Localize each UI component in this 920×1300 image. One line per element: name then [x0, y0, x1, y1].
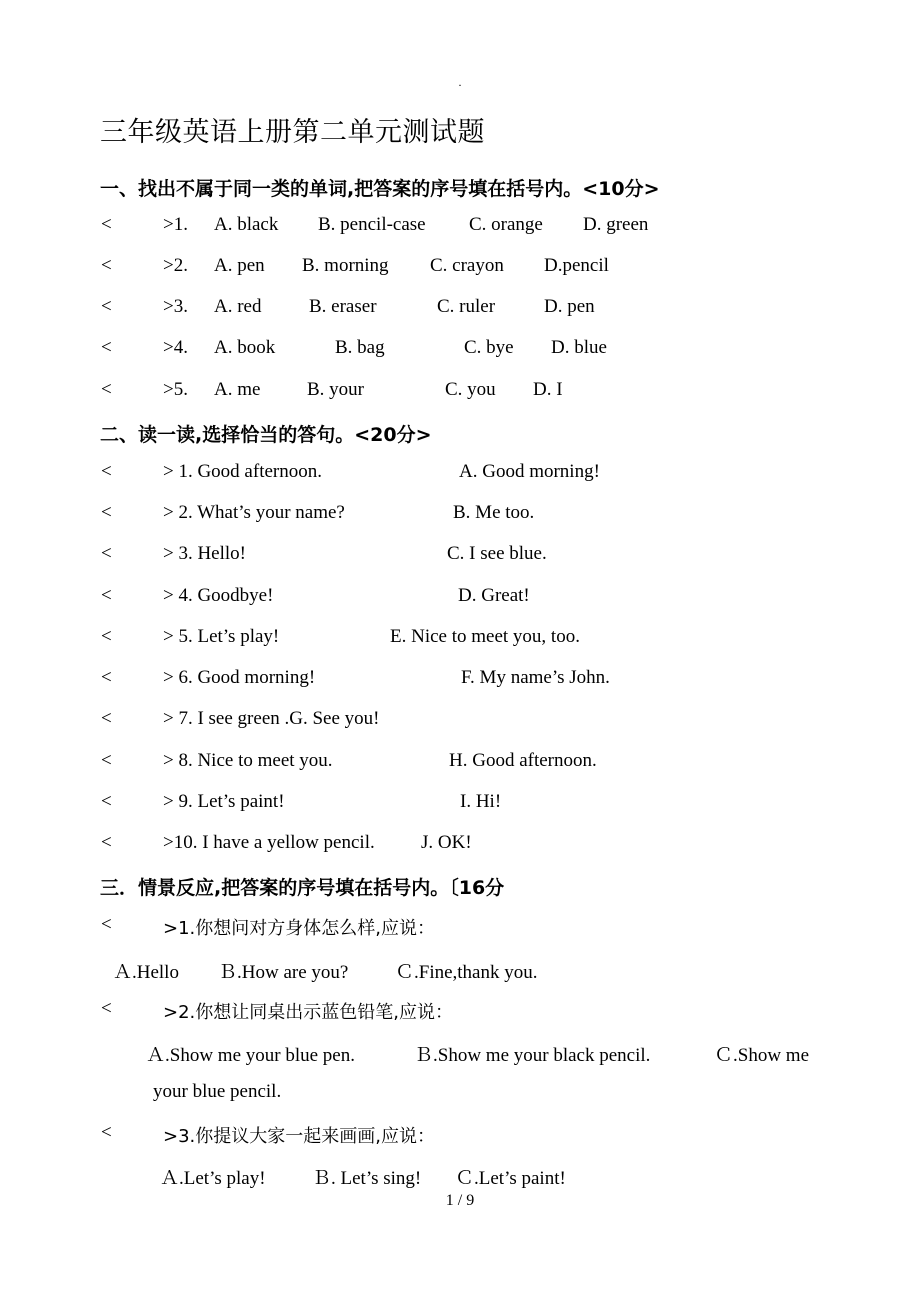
- s1-item-1: [0, 214, 920, 244]
- answer-bracket: <: [101, 1122, 112, 1143]
- answer-bracket: <: [101, 461, 112, 482]
- answer-bracket: <: [101, 667, 112, 688]
- page-title: 三年级英语上册第二单元测试题: [100, 117, 485, 148]
- question-text: > 6. Good morning!: [163, 667, 316, 688]
- s2-item-4: [0, 585, 920, 615]
- answer-option: E. Nice to meet you, too.: [390, 626, 580, 647]
- item-number: >4.: [163, 337, 188, 358]
- question-text: >2.你想让同桌出示蓝色铅笔,应说：: [163, 1002, 453, 1023]
- option-a: Ａ.Let’s play!: [160, 1168, 266, 1189]
- answer-option: B. Me too.: [453, 502, 535, 523]
- option-a: A. me: [214, 379, 261, 400]
- s3-item-2-options: [0, 1040, 920, 1070]
- option-c: Ｃ.Let’s paint!: [455, 1168, 566, 1189]
- s3-item-1-options: [0, 957, 920, 987]
- answer-option: F. My name’s John.: [461, 667, 610, 688]
- option-c-continued: your blue pencil.: [153, 1081, 282, 1102]
- answer-bracket: <: [101, 585, 112, 606]
- header-mark: ·: [458, 78, 462, 92]
- s1-item-3: [0, 296, 920, 326]
- question-text: >10. I have a yellow pencil.: [163, 832, 375, 853]
- option-c: Ｃ.Show me: [714, 1045, 810, 1066]
- s2-item-6: [0, 667, 920, 697]
- section-2-heading: 二、读一读,选择恰当的答句。<20分>: [100, 424, 432, 446]
- option-b: Ｂ.How are you?: [218, 962, 349, 983]
- s2-item-8: [0, 750, 920, 780]
- option-b: Ｂ.Show me your black pencil.: [414, 1045, 651, 1066]
- answer-option: J. OK!: [421, 832, 472, 853]
- option-c: C. you: [445, 379, 496, 400]
- answer-bracket: <: [101, 708, 112, 729]
- s3-item-2-options-continued: [0, 1081, 920, 1111]
- answer-bracket: <: [101, 832, 112, 853]
- item-number: >5.: [163, 379, 188, 400]
- option-d: D. green: [583, 214, 649, 235]
- item-number: >3.: [163, 296, 188, 317]
- s3-item-2-question: [0, 998, 920, 1028]
- question-text: > 1. Good afternoon.: [163, 461, 322, 482]
- answer-bracket: <: [101, 337, 112, 358]
- option-b: B. pencil-case: [318, 214, 426, 235]
- question-text: > 7. I see green .G. See you!: [163, 708, 380, 729]
- option-d: D. blue: [551, 337, 607, 358]
- s3-item-3-options: [0, 1163, 920, 1193]
- option-d: D. pen: [544, 296, 595, 317]
- option-d: D.pencil: [544, 255, 609, 276]
- answer-bracket: <: [101, 791, 112, 812]
- question-text: >1.你想问对方身体怎么样,应说：: [163, 918, 435, 939]
- option-c: C. crayon: [430, 255, 504, 276]
- answer-bracket: <: [101, 379, 112, 400]
- option-b: B. morning: [302, 255, 389, 276]
- s1-item-2: [0, 255, 920, 285]
- question-text: > 2. What’s your name?: [163, 502, 345, 523]
- s1-item-4: [0, 337, 920, 367]
- option-c: C. orange: [469, 214, 543, 235]
- question-text: > 5. Let’s play!: [163, 626, 280, 647]
- question-text: > 4. Goodbye!: [163, 585, 274, 606]
- option-b: B. eraser: [309, 296, 377, 317]
- option-c: Ｃ.Fine,thank you.: [395, 962, 538, 983]
- option-a: Ａ.Show me your blue pen.: [146, 1045, 355, 1066]
- s2-item-9: [0, 791, 920, 821]
- s2-item-5: [0, 626, 920, 656]
- answer-option: A. Good morning!: [459, 461, 600, 482]
- answer-option: C. I see blue.: [447, 543, 547, 564]
- answer-bracket: <: [101, 998, 112, 1019]
- item-number: >1.: [163, 214, 188, 235]
- answer-bracket: <: [101, 626, 112, 647]
- page-indicator: 1 / 9: [445, 1192, 475, 1209]
- answer-bracket: <: [101, 296, 112, 317]
- s2-item-2: [0, 502, 920, 532]
- answer-option: I. Hi!: [460, 791, 502, 812]
- s1-item-5: [0, 379, 920, 409]
- answer-bracket: <: [101, 914, 112, 935]
- question-text: > 8. Nice to meet you.: [163, 750, 333, 771]
- answer-bracket: <: [101, 543, 112, 564]
- question-text: >3.你提议大家一起来画画,应说：: [163, 1126, 435, 1147]
- answer-bracket: <: [101, 255, 112, 276]
- answer-option: D. Great!: [458, 585, 530, 606]
- s2-item-1: [0, 461, 920, 491]
- item-number: >2.: [163, 255, 188, 276]
- option-a: Ａ.Hello: [113, 962, 179, 983]
- answer-bracket: <: [101, 750, 112, 771]
- section-1-heading: 一、找出不属于同一类的单词,把答案的序号填在括号内。<10分>: [100, 178, 660, 200]
- option-b: B. your: [307, 379, 364, 400]
- answer-bracket: <: [101, 502, 112, 523]
- answer-option: H. Good afternoon.: [449, 750, 597, 771]
- option-b: Ｂ. Let’s sing!: [312, 1168, 422, 1189]
- s3-item-1-question: [0, 914, 920, 944]
- answer-bracket: <: [101, 214, 112, 235]
- option-a: A. black: [214, 214, 279, 235]
- s2-item-10: [0, 832, 920, 862]
- s2-item-3: [0, 543, 920, 573]
- option-d: D. I: [533, 379, 563, 400]
- s3-item-3-question: [0, 1122, 920, 1152]
- option-a: A. book: [214, 337, 276, 358]
- question-text: > 9. Let’s paint!: [163, 791, 285, 812]
- question-text: > 3. Hello!: [163, 543, 247, 564]
- option-a: A. pen: [214, 255, 265, 276]
- option-a: A. red: [214, 296, 262, 317]
- option-c: C. ruler: [437, 296, 496, 317]
- option-c: C. bye: [464, 337, 514, 358]
- option-b: B. bag: [335, 337, 385, 358]
- s2-item-7: [0, 708, 920, 738]
- section-3-heading: 三．情景反应,把答案的序号填在括号内。〔16分: [100, 877, 505, 899]
